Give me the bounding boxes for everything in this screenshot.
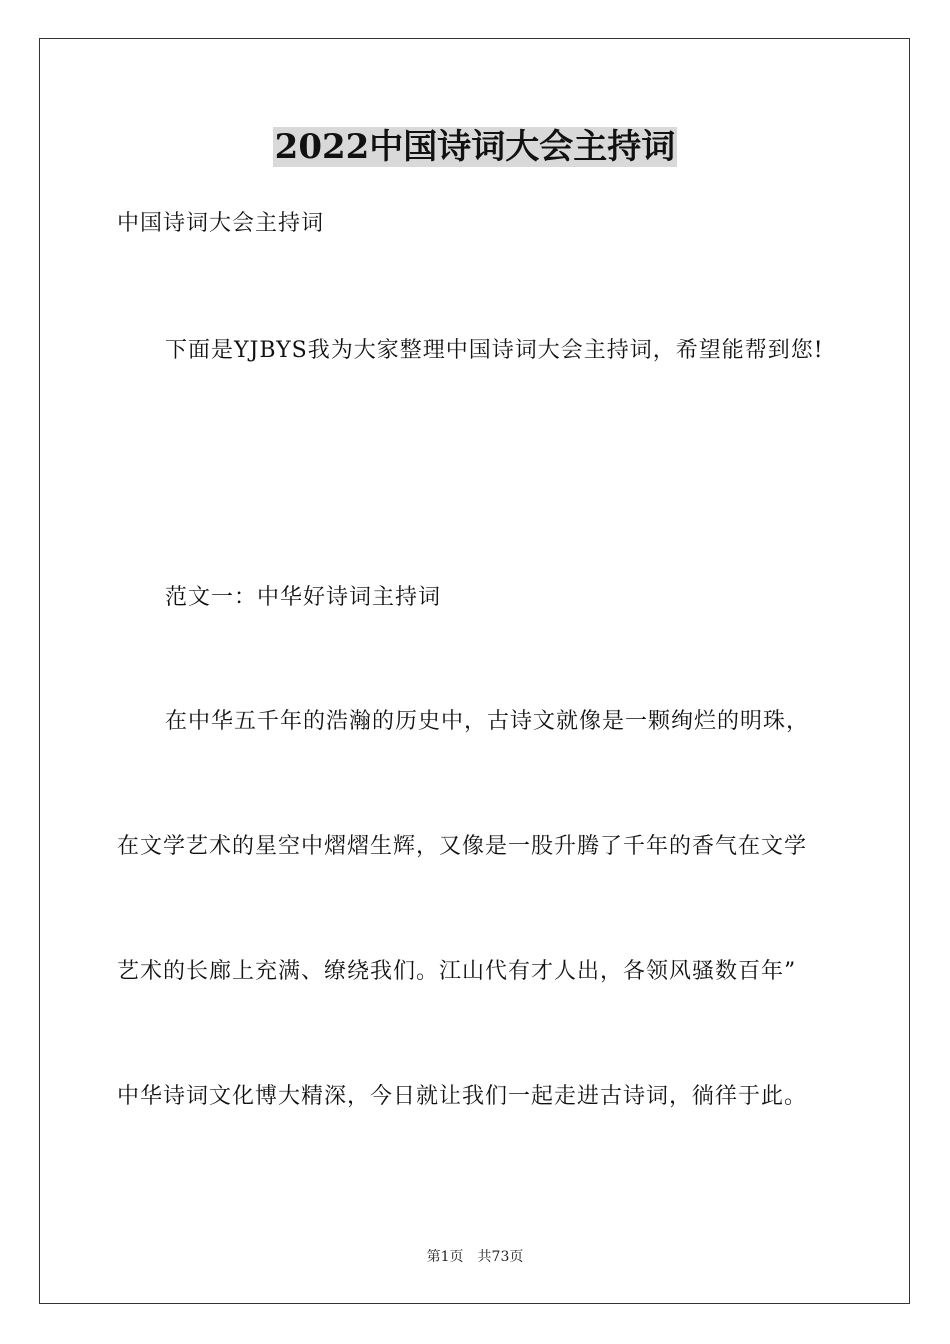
intro-paragraph: 下面是YJBYS我为大家整理中国诗词大会主持词，希望能帮到您! — [165, 338, 824, 363]
document-subtitle: 中国诗词大会主持词 — [117, 211, 325, 236]
body-line: 中华诗词文化博大精深，今日就让我们一起走进古诗词，徜徉于此。 — [117, 1084, 808, 1109]
page-total: 共73页 — [477, 1249, 524, 1265]
page-number: 第1页 — [426, 1249, 464, 1265]
body-line: 在中华五千年的浩瀚的历史中，古诗文就像是一颗绚烂的明珠， — [165, 709, 810, 734]
body-line: 艺术的长廊上充满、缭绕我们。江山代有才人出，各领风骚数百年” — [117, 959, 797, 984]
section-heading: 范文一：中华好诗词主持词 — [165, 585, 442, 610]
page-footer — [0, 1247, 950, 1267]
document-title-text: 2022中国诗词大会主持词 — [274, 127, 676, 167]
body-line: 在文学艺术的星空中熠熠生辉，又像是一股升腾了千年的香气在文学 — [117, 834, 808, 859]
document-title — [0, 124, 950, 170]
